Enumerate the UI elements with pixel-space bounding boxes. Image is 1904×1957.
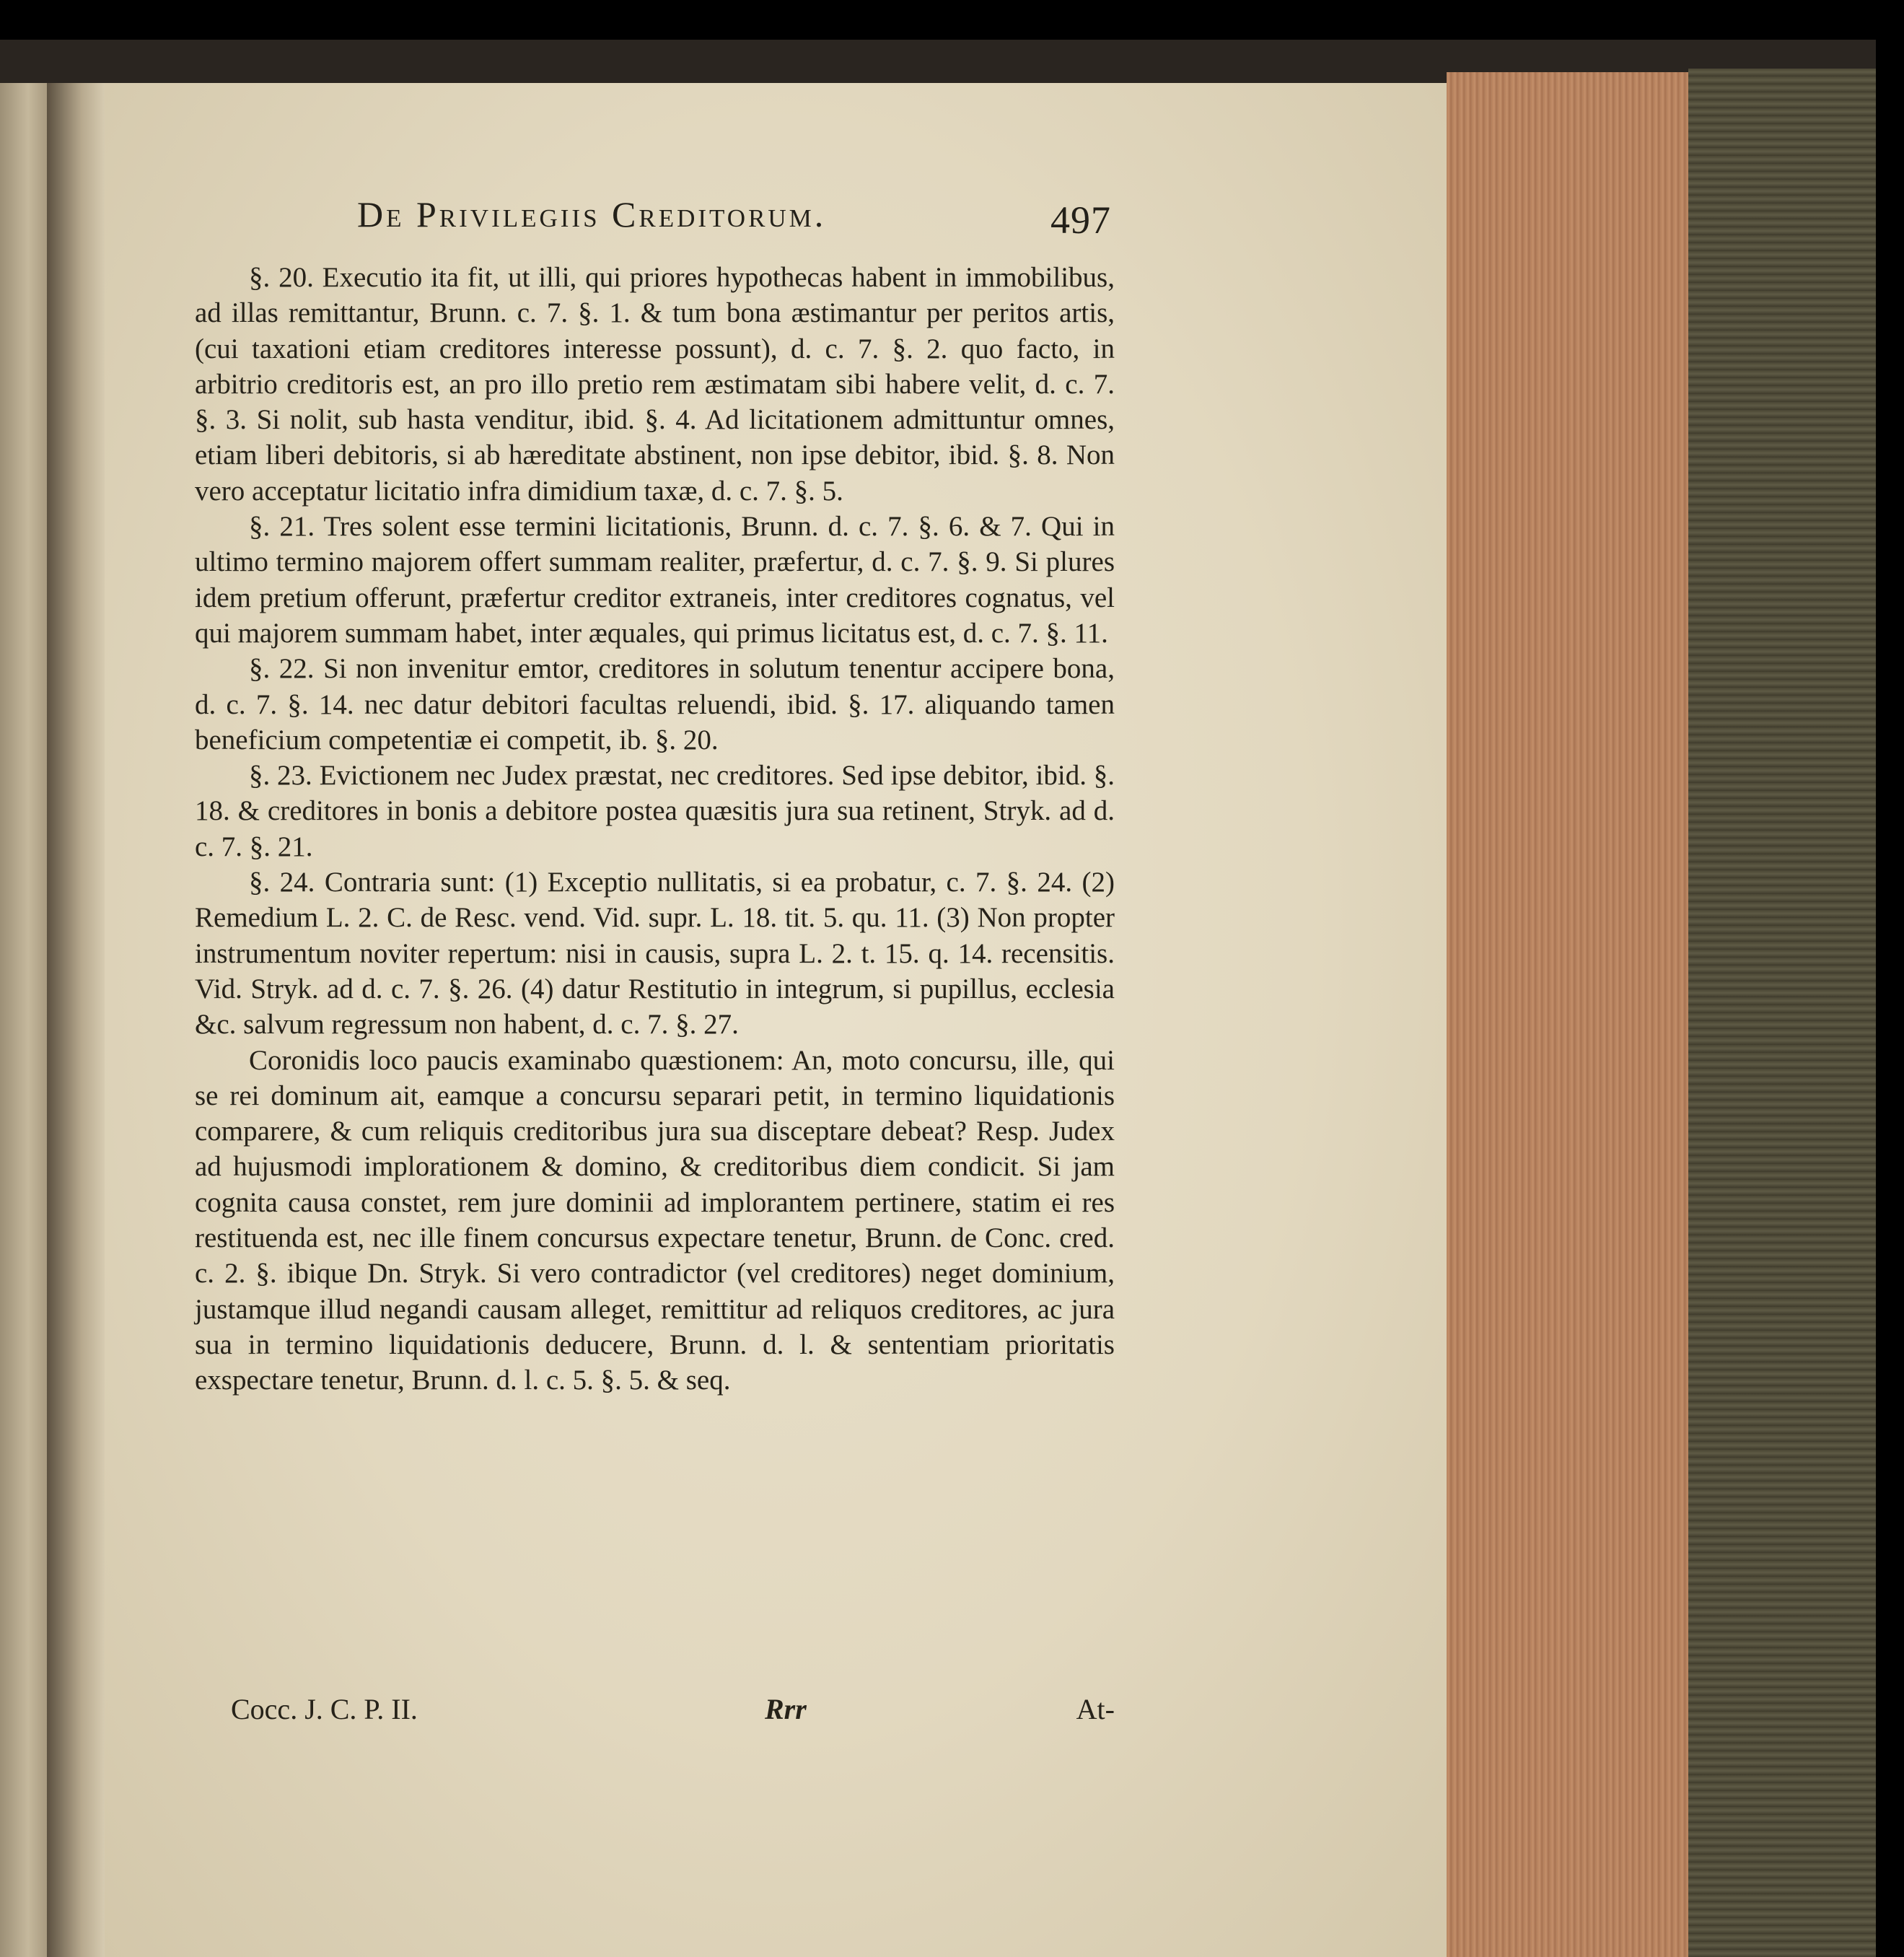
paragraph: §. 23. Evictionem nec Judex præstat, nec creditores. Sed ipse debitor, ibid. §. 18. & creditores in bonis a debitore postea quæsitis jura sua retinent, Stryk. ad d. c. 7. §. 21. <box>195 760 1115 862</box>
body-text <box>195 260 1115 1398</box>
page-block-edge <box>1447 72 1688 1957</box>
paragraph: §. 20. Executio ita fit, ut illi, qui priores hypothecas habent in immobilibus, ad illas remittantur, Brunn. c. 7. §. 1. & tum bona æstimantur per peritos artis, (cui taxationi etiam creditores interesse possunt), d. c. 7. §. 2. quo facto, in arbitrio creditoris est, an pro illo pretio rem æstimatam sibi habere velit, d. c. 7. §. 3. Si nolit, sub hasta venditur, ibid. §. 4. Ad licitationem admittuntur omnes, etiam liberi debitoris, si ab hæreditate abstinent, non ipse debitor, ibid. §. 8. Non vero acceptatur licitatio infra dimidium taxæ, d. c. 7. §. 5. <box>195 262 1115 507</box>
running-header <box>357 193 1111 251</box>
paragraph: §. 22. Si non invenitur emtor, creditores in solutum tenentur accipere bona, d. c. 7. §. 14. nec datur debitori facultas reluendi, ibid. §. 17. aliquando tamen beneficium competentiæ ei competit, ib. §. 20. <box>195 653 1115 756</box>
page-footer <box>231 1692 1115 1735</box>
left-page-edge <box>0 83 47 1957</box>
book-cover <box>1688 69 1876 1957</box>
gathering-mark: Rrr <box>765 1693 807 1725</box>
paragraph: Coronidis loco paucis examinabo quæstionem: An, moto concursu, ille, qui se rei dominum ait, eamque a concursu separari petit, in termino liquidationis comparere, & cum reliquis creditoribus jura sua disceptare debeat? Resp. Judex ad hujusmodi implorationem & domino, & creditoribus diem condicit. Si jam cognita causa constet, rem jure dominii ad implorantem pertinere, statim ei res restituenda est, nec ille finem concursus expectare tenetur, Brunn. de Conc. cred. c. 2. §. ibique Dn. Stryk. Si vero contradictor (vel creditores) neget dominium, justamque illud negandi causam alleget, remittitur ad reliquos creditores, ac jura sua in termino liquidationis deducere, Brunn. d. l. & sententiam prioritatis exspectare tenetur, Brunn. d. l. c. 5. §. 5. & seq. <box>195 1044 1115 1396</box>
signature-line: Cocc. J. C. P. II. <box>231 1693 418 1725</box>
catchword: At- <box>1076 1693 1115 1725</box>
paragraph: §. 21. Tres solent esse termini licitationis, Brunn. d. c. 7. §. 6. & 7. Qui in ultimo termino majorem offert summam realiter, præfertur, d. c. 7. §. 9. Si plures idem pretium offerunt, præfertur creditor extraneis, inter creditores cognatus, vel qui majorem summam habet, inter æquales, qui primus licitatus est, d. c. 7. §. 11. <box>195 511 1115 649</box>
book-gutter <box>47 83 105 1957</box>
running-title: De Privilegiis Creditorum. <box>357 194 827 235</box>
paragraph: §. 24. Contraria sunt: (1) Exceptio nullitatis, si ea probatur, c. 7. §. 24. (2) Remedium L. 2. C. de Resc. vend. Vid. supr. L. 18. tit. 5. qu. 11. (3) Non propter instrumentum noviter repertum: nisi in causis, supra L. 2. t. 15. q. 14. recensitis. Vid. Stryk. ad d. c. 7. §. 26. (4) datur Restitutio in integrum, si pupillus, ecclesia &c. salvum regressum non habent, d. c. 7. §. 27. <box>195 867 1115 1041</box>
page-number: 497 <box>1050 198 1111 242</box>
